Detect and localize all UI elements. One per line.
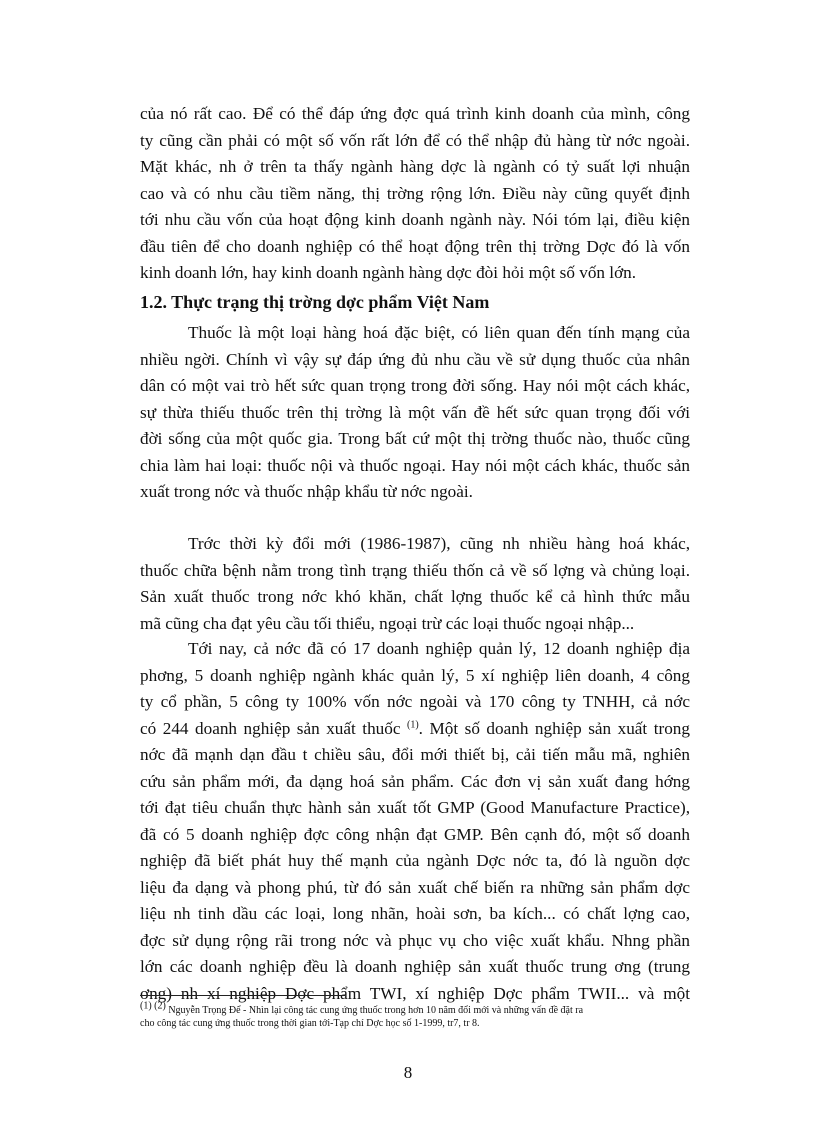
- paragraph-line: cao và có nhu cầu tiềm năng, thị trờng rộng lớn. Điều này cũng quyết định: [140, 183, 690, 203]
- paragraph-line: Tới nay, cả nớc đã có 17 doanh nghiệp quản lý, 12 doanh nghiệp địa: [188, 639, 690, 658]
- paragraph-line: liệu đa dạng và phong phú, từ đó sản xuất chế biến ra những sản phẩm dợc: [140, 877, 690, 897]
- paragraph-line: phơng, 5 doanh nghiệp ngành khác quản lý, 5 xí nghiệp liên doanh, 4 công: [140, 665, 690, 685]
- citation-mark: (1): [407, 718, 419, 730]
- footnote: [140, 1000, 700, 1030]
- paragraph-line: ty cũng cần phải có một số vốn rất lớn để có thể nhập đủ hàng từ nớc ngoài.: [140, 130, 690, 150]
- paragraph-line: thuốc chữa bệnh nằm trong tình trạng thiếu thốn cả về số lợng và chủng loại.: [140, 560, 690, 580]
- paragraph-line: ty cổ phần, 5 công ty 100% vốn nớc ngoài và 170 công ty TNHH, cả nớc: [140, 692, 690, 711]
- section-heading: 1.2. Thực trạng thị trờng dợc phẩm Việt Nam: [140, 292, 490, 312]
- paragraph-line: nghiệp đã biết phát huy thế mạnh của ngành Dợc nớc ta, đó là nguồn dợc: [140, 851, 690, 870]
- paragraph-2: [140, 320, 690, 506]
- citation-line-text: có 244 doanh nghiệp sản xuất thuốc: [140, 718, 407, 738]
- paragraph-line: Mặt khác, nh ở trên ta thấy ngành hàng dợc là ngành có tỷ suất lợi nhuận: [140, 157, 690, 176]
- paragraph-line: nớc đã mạnh dạn đầu t chiều sâu, đổi mới thiết bị, cải tiến mẫu mã, nghiên: [140, 745, 690, 764]
- paragraph-line: ơng) nh xí nghiệp Dợc phẩm TWI, xí nghiệp Dợc phẩm TWII... và một: [140, 983, 690, 1003]
- paragraph-line-with-citation: [140, 716, 690, 743]
- paragraph-line: Sản xuất thuốc trong nớc khó khăn, chất lợng thuốc kể cả hình thức mẫu: [140, 587, 690, 606]
- paragraph-line: đầu tiên để cho doanh nghiệp có thể hoạt động trên thị trờng Dợc đó là vốn: [140, 236, 690, 256]
- paragraph-line: mã cũng cha đạt yêu cầu tối thiểu, ngoại trừ các loại thuốc ngoại nhập...: [140, 613, 635, 633]
- paragraph-line: sự thừa thiếu thuốc trên thị trờng là một vấn đề hết sức quan trọng đối với: [140, 402, 690, 422]
- paragraph-line: cứu sản phẩm mới, đa dạng hoá sản phẩm. Các đơn vị sản xuất đang hớng: [140, 771, 690, 791]
- paragraph-4: [140, 636, 690, 1007]
- paragraph-line: lớn các doanh nghiệp đều là doanh nghiệp sản xuất thuốc trung ơng (trung: [140, 957, 690, 976]
- footnote-divider: [140, 995, 345, 996]
- paragraph-line: kinh doanh lớn, hay kinh doanh ngành hàng dợc đòi hỏi một số vốn lớn.: [140, 263, 637, 282]
- paragraph-1: [140, 101, 690, 287]
- paragraph-line: đã có 5 doanh nghiệp đợc công nhận đạt GMP. Bên cạnh đó, một số doanh: [140, 824, 690, 844]
- paragraph-line: chia làm hai loại: thuốc nội và thuốc ngoại. Hay nói một cách khác, thuốc sản: [140, 455, 690, 475]
- footnote-text: Nguyễn Trọng Để - Nhìn lại công tác cung ứng thuốc trong hơn 10 năm đổi mới và những vấn đề đặt ra: [165, 1005, 584, 1016]
- paragraph-line: dân có một vai trò hết sức quan trọng trong đời sống. Hay nói một cách khác,: [140, 376, 690, 395]
- paragraph-line: đợc sử dụng rộng rãi trong nớc và phục vụ cho việc xuất khẩu. Nhng phần: [140, 930, 690, 950]
- footnote-text: cho công tác cung ứng thuốc trong thời gian tới-Tạp chí Dợc học số 1-1999, tr7, tr 8.: [140, 1018, 480, 1029]
- page-number: 8: [403, 1063, 413, 1082]
- paragraph-line: tới đạt tiêu chuẩn thực hành sản xuất tốt GMP (Good Manufacture Practice),: [140, 798, 690, 817]
- paragraph-line: liệu nh tinh dầu các loại, long nhãn, hoài sơn, ba kích... có chất lợng cao,: [140, 904, 690, 923]
- paragraph-line: nhiều ngời. Chính vì vậy sự đáp ứng đủ nhu cầu về sử dụng thuốc của nhân: [140, 349, 690, 369]
- paragraph-line: tới nhu cầu vốn của hoạt động kinh doanh ngành này. Nói tóm lại, điều kiện: [140, 210, 690, 229]
- paragraph-line: đời sống của một quốc gia. Trong bất cứ một thị trờng thuốc nào, thuốc cũng: [140, 429, 690, 448]
- paragraph-line: của nó rất cao. Để có thể đáp ứng đợc quá trình kinh doanh của mình, công: [140, 104, 690, 123]
- citation-line-tail: . Một số doanh nghiệp sản xuất trong: [418, 718, 690, 738]
- footnote-mark: (1) (2): [140, 1000, 166, 1012]
- paragraph-line: xuất trong nớc và thuốc nhập khẩu từ nớc ngoài.: [140, 482, 473, 501]
- paragraph-3: [140, 531, 690, 637]
- paragraph-line: Thuốc là một loại hàng hoá đặc biệt, có liên quan đến tính mạng của: [188, 323, 690, 342]
- paragraph-line: Trớc thời kỳ đổi mới (1986-1987), cũng nh nhiều hàng hoá khác,: [188, 534, 690, 553]
